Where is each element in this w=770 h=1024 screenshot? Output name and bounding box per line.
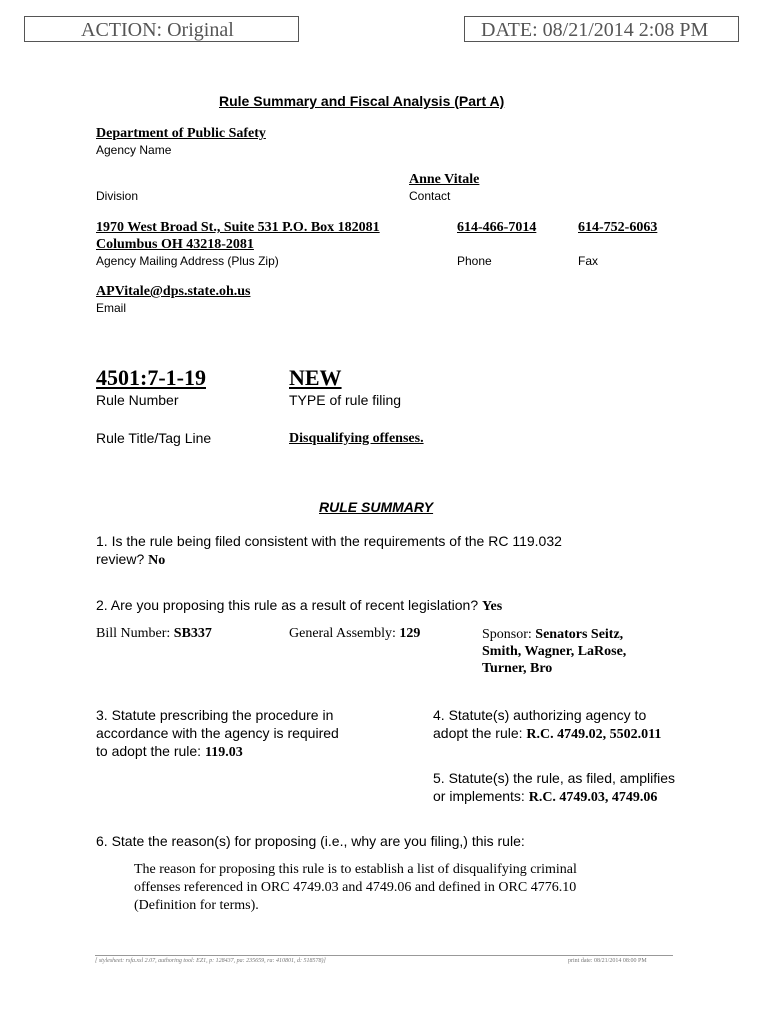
q3-line3: to adopt the rule: <box>96 743 202 759</box>
action-text: ACTION: Original <box>81 19 234 41</box>
footer-divider <box>95 955 673 956</box>
rule-number: 4501:7-1-19 <box>96 365 206 390</box>
q5-line1: 5. Statute(s) the rule, as filed, amplifies <box>433 770 675 786</box>
sponsor <box>482 626 626 677</box>
date-text: DATE: 08/21/2014 2:08 PM <box>481 19 709 41</box>
sponsor-line3: Turner, Bro <box>482 661 553 676</box>
q4-line1: 4. Statute(s) authorizing agency to <box>433 707 647 723</box>
rule-type: NEW <box>289 365 342 390</box>
general-assembly-value: 129 <box>399 626 421 641</box>
q2-text: 2. Are you proposing this rule as a result of recent legislation? <box>96 597 479 613</box>
q3-line1: 3. Statute prescribing the procedure in <box>96 707 334 723</box>
date-box <box>464 16 739 42</box>
phone-value: 614-466-7014 <box>457 220 537 235</box>
q4-line2: adopt the rule: <box>433 725 523 741</box>
address-line1: 1970 West Broad St., Suite 531 P.O. Box 182081 <box>96 220 380 235</box>
q1-answer: No <box>148 553 166 568</box>
q6-text: 6. State the reason(s) for proposing (i.e., why are you filing,) this rule: <box>96 833 525 849</box>
q1-line2 <box>96 550 165 570</box>
q1-line1: 1. Is the rule being filed consistent with the requirements of the RC 119.032 <box>96 533 562 549</box>
sponsor-line2: Smith, Wagner, LaRose, <box>482 644 627 659</box>
phone-label: Phone <box>457 254 492 268</box>
agency-name-label: Agency Name <box>96 143 172 157</box>
bill-number-value: SB337 <box>173 626 212 641</box>
agency-name-value: Department of Public Safety <box>96 126 266 141</box>
sponsor-label: Sponsor: <box>482 627 532 642</box>
general-assembly <box>289 626 420 642</box>
email-value: APVitale@dps.state.oh.us <box>96 284 251 299</box>
sponsor-line1: Senators Seitz, <box>535 627 624 642</box>
q3-line2: accordance with the agency is required <box>96 725 339 741</box>
q5-answer: R.C. 4749.03, 4749.06 <box>528 790 658 805</box>
rule-summary-heading: RULE SUMMARY <box>319 499 434 515</box>
q1-text: review? <box>96 551 145 567</box>
q5-block <box>433 769 675 807</box>
q6-answer-line2: offenses referenced in ORC 4749.03 and 4749.06 and defined in ORC 4776.10 <box>134 880 577 895</box>
q4-block <box>433 706 661 744</box>
rule-title-value: Disqualifying offenses. <box>289 431 424 446</box>
footer-meta: [ stylesheet: rsfa.xsl 2.07, authoring tool: EZ1, p: 128437, pa: 235659, ra: 410801, d: 518578)] <box>95 958 326 964</box>
fax-label: Fax <box>578 254 599 268</box>
rule-title-label: Rule Title/Tag Line <box>96 430 212 446</box>
q5-line2: or implements: <box>433 788 525 804</box>
q2-line <box>96 596 502 616</box>
contact-value: Anne Vitale <box>409 172 480 187</box>
rule-type-label: TYPE of rule filing <box>289 392 402 408</box>
q6-answer <box>134 861 577 915</box>
address-label: Agency Mailing Address (Plus Zip) <box>96 254 279 268</box>
footer-print-date: print date: 08/21/2014 08:00 PM <box>568 958 647 964</box>
bill-number-label: Bill Number: <box>96 626 171 641</box>
address-line2: Columbus OH 43218-2081 <box>96 237 254 252</box>
fax-value: 614-752-6063 <box>578 220 658 235</box>
page-title: Rule Summary and Fiscal Analysis (Part A) <box>219 93 505 109</box>
email-label: Email <box>96 301 127 315</box>
q4-answer: R.C. 4749.02, 5502.011 <box>526 727 662 742</box>
action-box <box>24 16 299 42</box>
general-assembly-label: General Assembly: <box>289 626 396 641</box>
q6-answer-line3: (Definition for terms). <box>134 898 259 913</box>
q3-answer: 119.03 <box>204 745 243 760</box>
q3-block <box>96 706 339 762</box>
bill-number <box>96 626 212 642</box>
q2-answer: Yes <box>482 599 503 614</box>
contact-label: Contact <box>409 189 451 203</box>
rule-number-label: Rule Number <box>96 392 179 408</box>
q6-answer-line1: The reason for proposing this rule is to establish a list of disqualifying criminal <box>134 862 577 877</box>
division-label: Division <box>96 189 139 203</box>
